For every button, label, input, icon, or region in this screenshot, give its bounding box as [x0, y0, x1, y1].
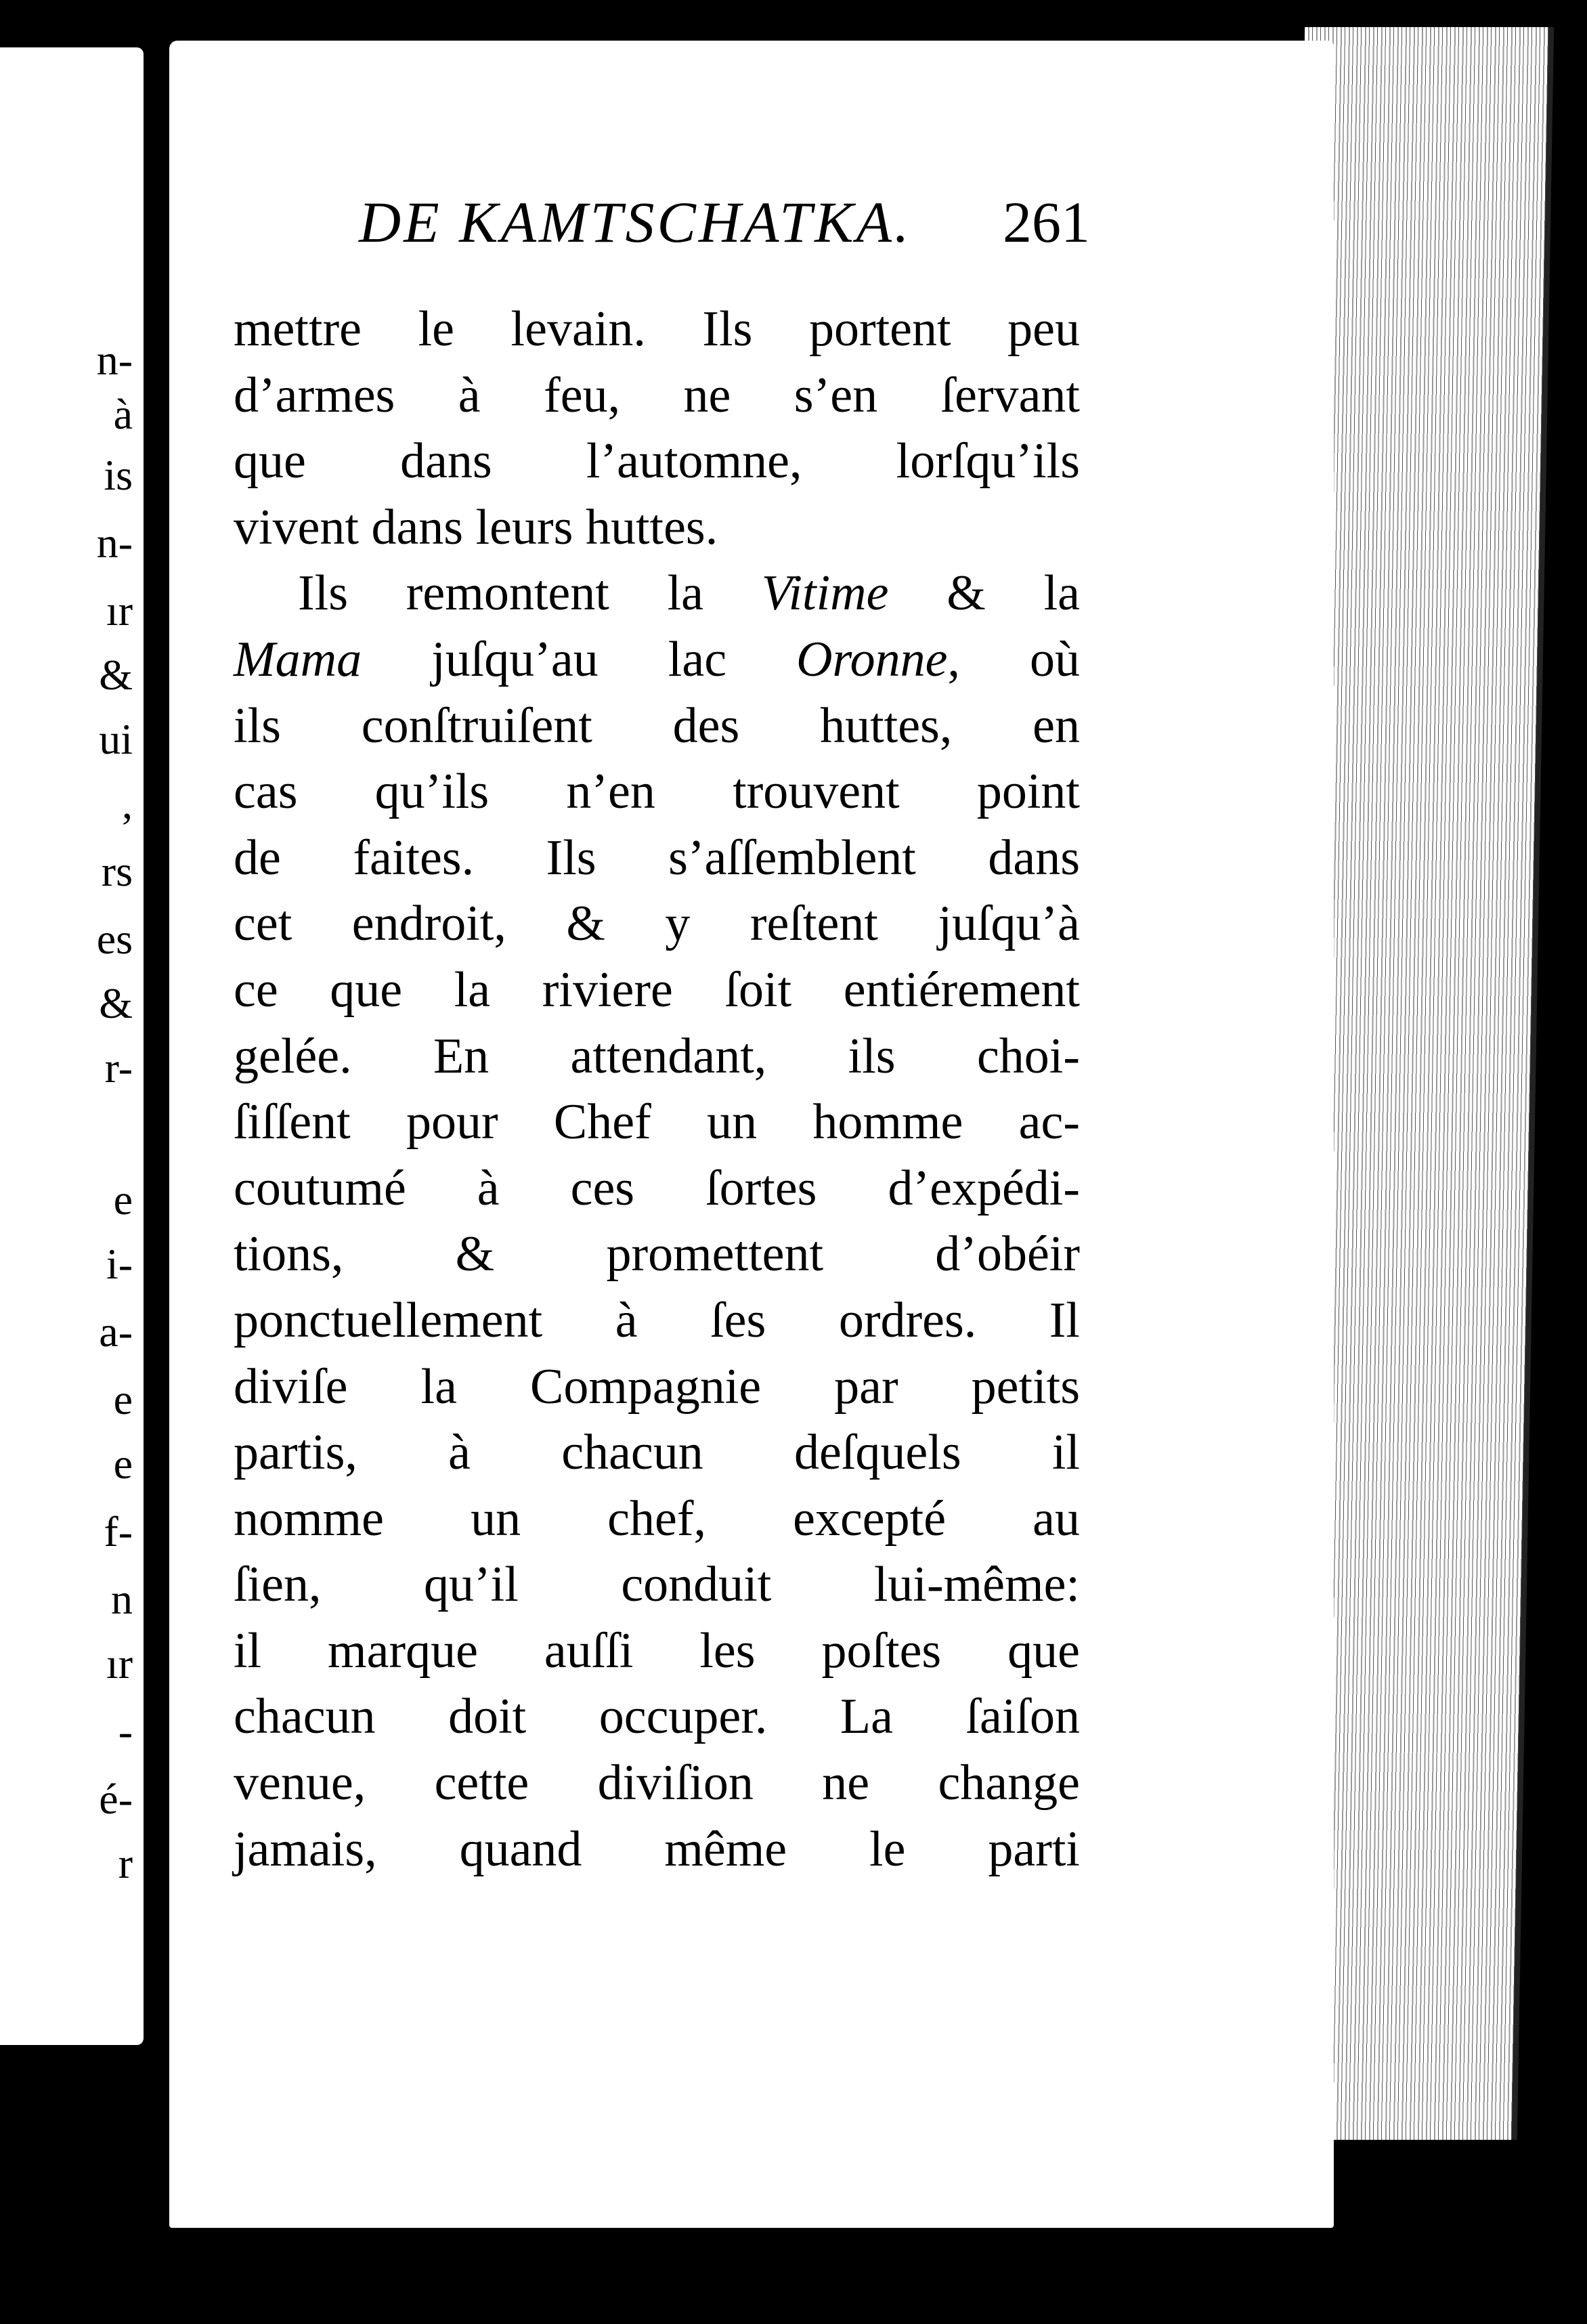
text-line: chacun doit occuper. La ſaiſon	[234, 1689, 1080, 1745]
facing-page-edge	[0, 47, 144, 2045]
italic-word: Oronne	[796, 631, 948, 687]
text-line: jamais, quand même le parti	[234, 1821, 1080, 1877]
text-line: vivent dans leurs huttes.	[234, 499, 718, 555]
fragment: e	[113, 1440, 133, 1488]
body-text	[234, 297, 1080, 1882]
fragment: e	[113, 1375, 133, 1423]
fragment: &	[99, 979, 133, 1027]
fragment: &	[99, 651, 133, 699]
fragment: à	[113, 390, 133, 438]
text-line: ce que la riviere ſoit entiérement	[234, 962, 1080, 1018]
text-line: cet endroit, & y reſtent juſqu’à	[234, 896, 1080, 952]
text-line: gelée. En attendant, ils choi-	[234, 1028, 1080, 1084]
italic-word: Vitime	[761, 565, 889, 622]
text-line: Ils remontent la Vitime & la	[298, 565, 1081, 622]
fragment: -	[118, 1707, 133, 1755]
fragment: is	[104, 451, 133, 499]
text-line: venue, cette diviſion ne change	[234, 1755, 1080, 1811]
text-line: ſiſſent pour Chef un homme ac-	[234, 1094, 1080, 1150]
text-line: Mama juſqu’au lac Oronne, où	[234, 631, 1081, 687]
fragment: ır	[106, 1639, 133, 1687]
facing-page-fragments	[4, 47, 139, 2045]
text-line: cas qu’ils n’en trouvent point	[234, 764, 1080, 820]
text-line: coutumé à ces ſortes d’expédi-	[234, 1160, 1080, 1216]
fragment: n-	[96, 336, 133, 384]
fragment: n-	[96, 519, 133, 567]
fragment: n	[111, 1575, 133, 1623]
page-number: 261	[1003, 190, 1090, 255]
page-header	[183, 188, 1090, 270]
fragment: e	[113, 1176, 133, 1224]
fragment: es	[96, 915, 133, 963]
text-line: tions, & promettent d’obéir	[234, 1226, 1080, 1283]
text-line: nomme un chef, excepté au	[234, 1490, 1080, 1547]
fragment: a-	[99, 1308, 133, 1356]
fragment: rs	[101, 847, 133, 895]
fragment: é-	[99, 1775, 133, 1823]
text-line: ils conſtruiſent des huttes, en	[234, 697, 1080, 754]
text-line: ſien, qu’il conduit lui-même:	[234, 1557, 1080, 1613]
fragment: ,	[122, 779, 133, 827]
text-line: il marque auſſi les poſtes que	[234, 1622, 1080, 1679]
text-line: de faites. Ils s’aſſemblent dans	[234, 830, 1080, 886]
text-line: ponctuellement à ſes ordres. Il	[234, 1292, 1080, 1348]
italic-word: Mama	[234, 631, 362, 687]
book-gutter	[144, 27, 171, 2059]
text-line: d’armes à feu, ne s’en ſervant	[234, 367, 1080, 423]
fragment: r-	[104, 1043, 133, 1092]
fragment: ui	[99, 715, 133, 763]
fragment: ır	[106, 586, 133, 634]
text-line: mettre le levain. Ils portent peu	[234, 301, 1080, 357]
text-line: partis, à chacun deſquels il	[234, 1425, 1080, 1481]
text-line: que dans l’automne, lorſqu’ils	[234, 433, 1080, 490]
fragment: i-	[106, 1240, 133, 1288]
fragment: f-	[104, 1507, 133, 1555]
fragment: r	[118, 1839, 133, 1887]
running-head: DE KAMTSCHATKA.	[359, 190, 912, 255]
text-line: diviſe la Compagnie par petits	[234, 1358, 1080, 1415]
